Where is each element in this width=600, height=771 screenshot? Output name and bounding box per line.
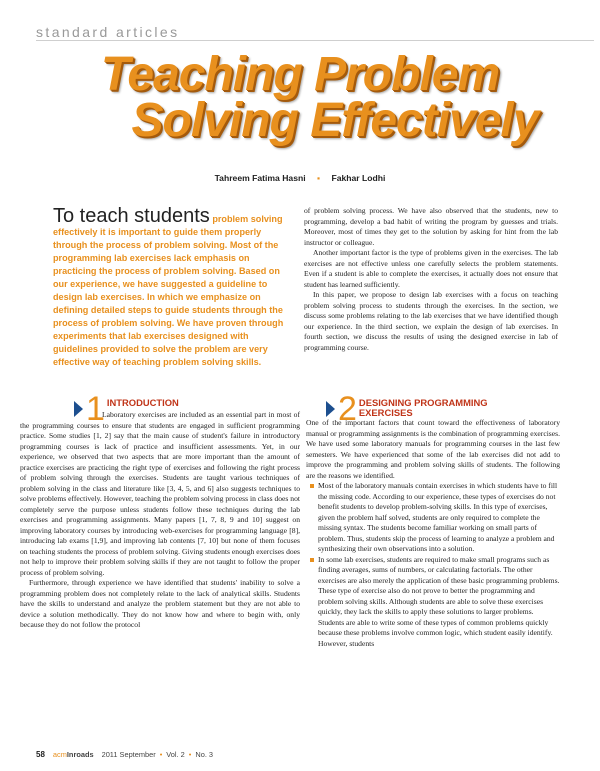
section-label: standard articles — [36, 24, 180, 40]
bullet-text: In some lab exercises, students are required to make small programs such as finding averages, sums of numbers, or calculating factorials. The other exercises are also merely the application of these basic programming problems. These type of exercise also do not prove to better the programming and problem solving skills. Although students are able to solve these exercises quickly, they lack the skills to apply these solutions to larger problems. Students are able to write some of these types of common problems quickly because these problems involve common logic, which student easily identify. However, students — [318, 554, 560, 648]
section-2-title-line-1: DESIGNING PROGRAMMING — [358, 397, 488, 408]
list-item — [306, 481, 560, 555]
title-line-2: Solving Effectively — [131, 94, 539, 147]
abstract — [53, 206, 292, 369]
author-1: Tahreem Fatima Hasni — [214, 173, 306, 183]
bullet-square-icon — [310, 558, 314, 562]
author-2: Fakhar Lodhi — [331, 173, 386, 183]
footer-date: 2011 September — [101, 750, 156, 759]
section-1-paragraph: Laboratory exercises are included as an essential part in most of the programming courses to ensure that students are engaged in sufficient programming practice. Some studies [1, 2] say that the main cause of student's failure in introductory programming courses is lack of practice and insufficient assessments. Yet, in our experience, we observed that two aspects that are more important than the amount of practice exercises are practicing the right type of exercises and following the right process of problem solving through the exercises. Students are taught various techniques of problem solving in the class and literature like [3, 4, 5, and 6] also suggests techniques to solve problems effectively. However, teaching the problem solving process in class does not completely serve the purpose unless students follow these techniques during the lab exercises and programming assignments. Many papers [1, 7, 8, 9 and 10] suggest on improving laboratory courses by introducing web-exercises for programming language [8], introducing lab exams [1,9], and improving lab contents [7, 10] but none of them focuses on teaching students the process of problem solving. Giving students enough exercises does not help to improve their problem solving skills if they are not taught to follow the proper process of problem solving. — [20, 410, 300, 577]
intro-continued-column — [304, 206, 558, 353]
abstract-lead: To teach students — [53, 205, 210, 227]
page-footer — [36, 750, 213, 759]
section-2-bullet-list — [306, 481, 560, 649]
section-2-body — [306, 418, 560, 649]
magazine-prefix: acm — [52, 750, 67, 759]
title-line-1: Teaching Problem — [100, 48, 500, 101]
bullet-square-icon — [310, 484, 314, 488]
section-1-paragraph: Furthermore, through experience we have identified that students' inability to solve a programming problem does not completely relate to the lack of analytical skills. Students have the skills to understand and analyze the problem statement but they are not able to device a solution methodically. They do not know how and where to begin with, only because they do not follow the protocol — [20, 578, 300, 629]
author-separator: ▪ — [317, 173, 321, 183]
footer-volume: Vol. 2 — [166, 750, 185, 759]
magazine-name — [53, 750, 94, 759]
intro-cont-paragraph: Another important factor is the type of problems given in the exercises. The lab exercises are not effective unless one carefully selects the problem statements. Even if a student is able to complete the exercises, it actually does not ensure that student has learned sufficiently. — [304, 248, 558, 289]
section-1-title: INTRODUCTION — [106, 397, 179, 408]
arrow-right-icon — [326, 401, 335, 417]
list-item — [306, 555, 560, 650]
author-line — [0, 173, 600, 183]
page-number: 58 — [36, 750, 45, 759]
footer-separator: • — [188, 750, 192, 759]
footer-separator: • — [159, 750, 163, 759]
intro-cont-paragraph: of problem solving process. We have also observed that the students, new to programming, develop a bad habit of writing the program by guesses and trials. Moreover, most of times they get to the solution by asking for hint from the lab instructor or colleague. — [304, 206, 558, 247]
bullet-text: Most of the laboratory manuals contain exercises in which students have to fill the missing code. According to our experience, these types of exercises do not benefit students to develop problem-solving skills. In this type of exercises, given the problem half solved, students are only required to complete the missing syntax. The students become familiar working on small parts of problem. Thus, students skip the process of learning to analyze a problem and synthesizing their own observations into a solution. — [318, 481, 558, 553]
section-2-title — [359, 395, 488, 417]
section-2-intro: One of the important factors that count toward the effectiveness of laboratory manual or programming assignments is the combination of programming exercises. We have used some laboratory manuals for programming courses in the last few semesters. We have experienced that some of the lab exercises did not add to improve the programming and problem solving skills of students. The following are the reasons we identified. — [306, 418, 560, 480]
article-title — [40, 48, 560, 147]
footer-issue: No. 3 — [195, 750, 214, 759]
intro-cont-paragraph: In this paper, we propose to design lab exercises with a focus on teaching problem solving process to students through the exercises. In the section, we discuss some problems relating to the lab exercises that we have identified though our experience. In the third section, we explain the design of lab exercises. In fourth section, we discuss the results of using the designed exercise in lab of programming course. — [304, 290, 558, 352]
header-rule — [36, 40, 594, 41]
section-1-number: 1 — [86, 390, 105, 428]
magazine-title: Inroads — [66, 750, 94, 759]
section-1-body — [20, 410, 300, 631]
section-2-number: 2 — [338, 390, 357, 428]
abstract-text: problem solving effectively it is important to guide them properly through the process of problem solving. Most of the programming lab exercises lack emphasis on practicing the process of problem solving. Based on our experience, we have suggested a guideline to design lab exercises. In which we emphasize on defining detailed steps to guide students through the process of problem solving. We have proven through experiments that lab exercises designed with guidelines provided to solve the problem are very effective way of teaching problem solving skills. — [53, 214, 284, 367]
section-2-title-line-2: EXERCISES — [358, 406, 413, 418]
